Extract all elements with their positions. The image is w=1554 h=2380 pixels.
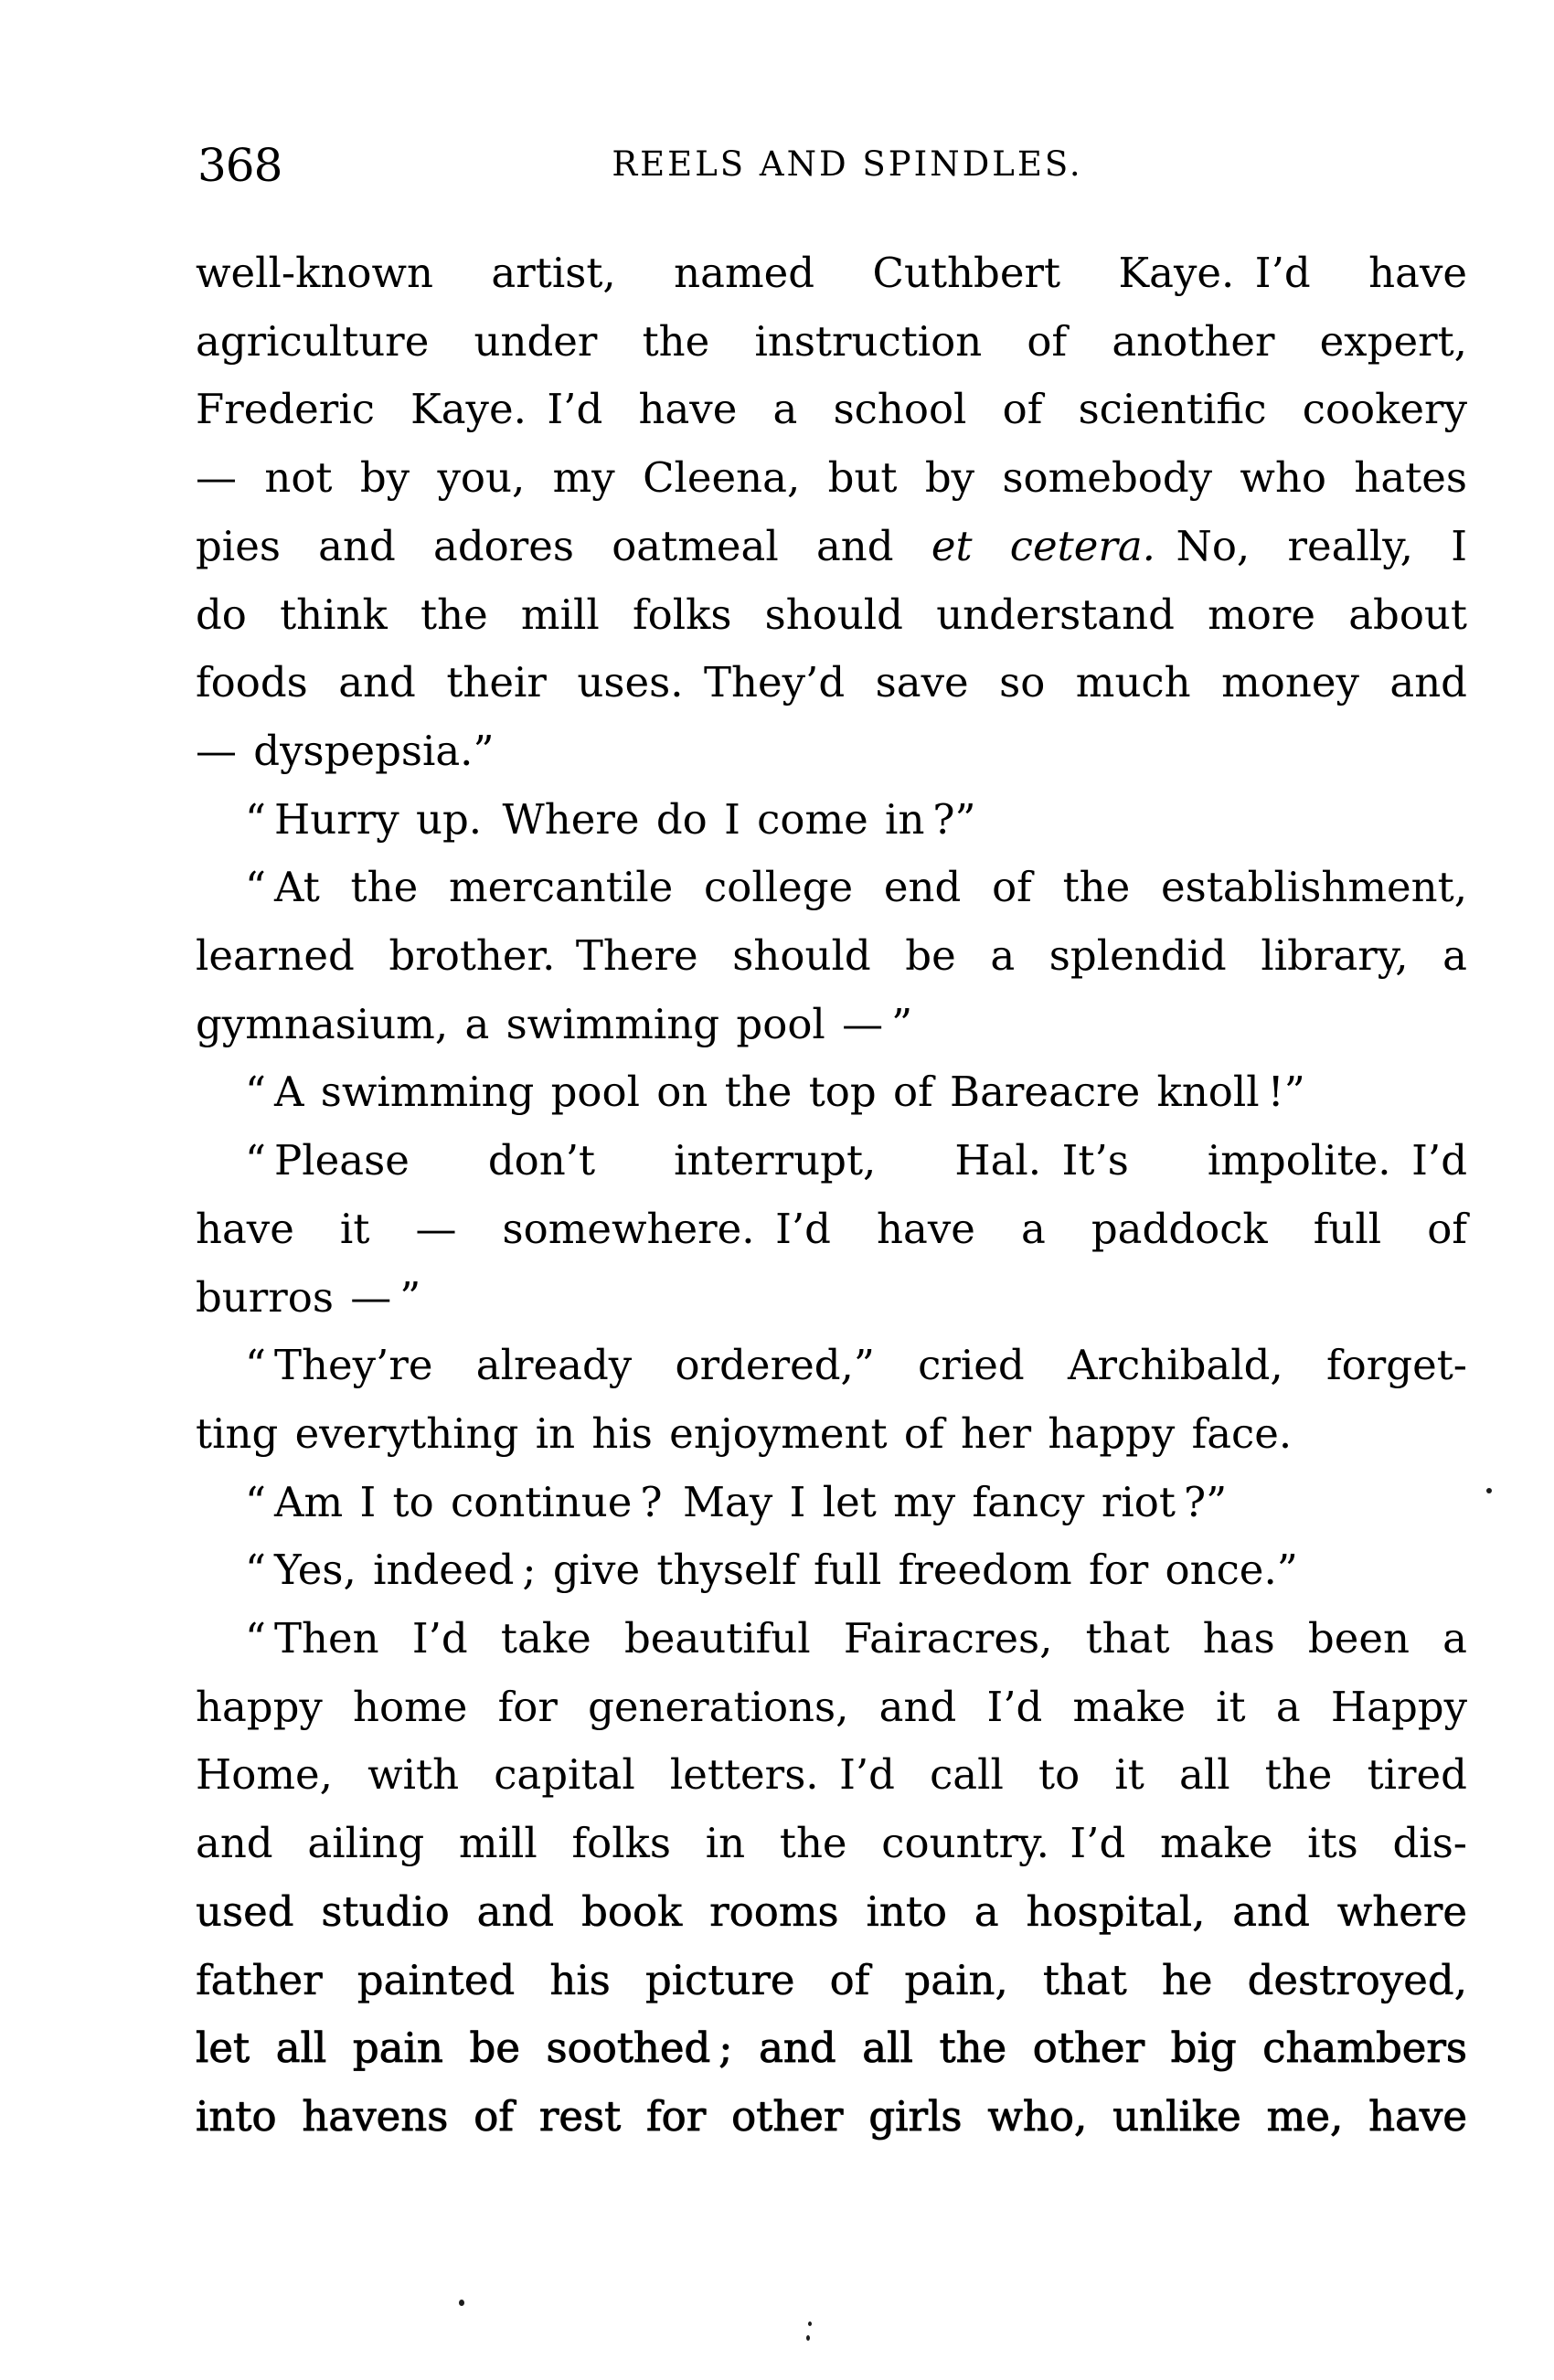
- text-line-19: [196, 1469, 1467, 1537]
- text-line-18: [196, 1400, 1467, 1469]
- text-line-26: [196, 1947, 1467, 2015]
- text-line-17: [196, 1332, 1467, 1400]
- text-line-15: [196, 1195, 1467, 1264]
- text-run: let all pain be soothed ; and all the other big chambers: [196, 2024, 1467, 2073]
- running-header-title: REELS AND SPINDLES.: [612, 144, 1083, 184]
- text-line-16: [196, 1264, 1467, 1333]
- page-number: 368: [197, 139, 282, 192]
- text-line-28: [196, 2083, 1467, 2152]
- text-run: “ A swimming pool on the top of Bareacre knoll !”: [245, 1068, 1305, 1117]
- text-run: have it — somewhere. I’d have a paddock full of: [196, 1204, 1467, 1253]
- text-run: ting everything in his enjoyment of her happy face.: [196, 1408, 1293, 1458]
- scan-speck: [806, 2335, 810, 2341]
- text-line-25: [196, 1878, 1467, 1947]
- scan-speck: [459, 2300, 464, 2306]
- italic-phrase: et cetera.: [931, 521, 1155, 570]
- text-run: gymnasium, a swimming pool — ”: [196, 999, 913, 1048]
- text-run: do think the mill folks should understand more about: [196, 590, 1467, 639]
- text-line-3: [196, 376, 1467, 444]
- text-run: father painted his picture of pain, that he destroyed,: [196, 1955, 1467, 2004]
- text-run: No, really, I: [1155, 521, 1467, 570]
- text-run: “ Then I’d take beautiful Fairacres, that has been a: [245, 1614, 1467, 1663]
- text-run: used studio and book rooms into a hospital, and where: [196, 1886, 1467, 1936]
- text-run: Frederic Kaye. I’d have a school of scientific cookery: [196, 385, 1467, 434]
- text-line-20: [196, 1536, 1467, 1605]
- text-run: agriculture under the instruction of another expert,: [196, 316, 1467, 366]
- text-line-5: [196, 513, 1467, 581]
- text-line-11: [196, 922, 1467, 991]
- text-line-13: [196, 1058, 1467, 1127]
- text-run: learned brother. There should be a splendid library, a: [196, 931, 1467, 981]
- text-run: burros — ”: [196, 1272, 421, 1322]
- text-run: and ailing mill folks in the country. I’d make its dis-: [196, 1819, 1467, 1868]
- text-run: into havens of rest for other girls who, unlike me, have: [196, 2091, 1467, 2141]
- text-run: “ They’re already ordered,” cried Archibald, forget-: [245, 1341, 1467, 1390]
- text-line-1: [196, 239, 1467, 308]
- text-run: Home, with capital letters. I’d call to it all the tired: [196, 1750, 1467, 1800]
- text-line-23: [196, 1741, 1467, 1810]
- text-line-9: [196, 786, 1467, 855]
- text-run: “ Hurry up. Where do I come in ?”: [245, 794, 976, 844]
- text-run: well-known artist, named Cuthbert Kaye. I’d have: [196, 249, 1467, 297]
- text-line-27: [196, 2014, 1467, 2083]
- text-line-2: [196, 308, 1467, 377]
- text-run: — not by you, my Cleena, but by somebody who hates: [196, 453, 1467, 503]
- text-line-6: [196, 581, 1467, 650]
- text-run: happy home for generations, and I’d make it a Happy: [196, 1682, 1467, 1731]
- text-run: foods and their uses. They’d save so much money and: [196, 658, 1467, 707]
- text-run: — dyspepsia.”: [196, 726, 495, 775]
- text-line-7: [196, 649, 1467, 717]
- text-run: “ At the mercantile college end of the establishment,: [245, 863, 1467, 912]
- text-line-14: [196, 1127, 1467, 1195]
- body-text: [196, 239, 1467, 2152]
- text-run: pies and adores oatmeal and: [196, 521, 931, 570]
- text-run: “ Please don’t interrupt, Hal. It’s impolite. I’d: [245, 1136, 1467, 1185]
- scan-speck: [1486, 1488, 1492, 1493]
- text-line-8: [196, 717, 1467, 786]
- text-run: “ Am I to continue ? May I let my fancy riot ?”: [245, 1477, 1228, 1526]
- scan-speck: [808, 2322, 812, 2326]
- text-line-22: [196, 1673, 1467, 1742]
- text-line-4: [196, 444, 1467, 513]
- text-line-24: [196, 1810, 1467, 1878]
- text-run: “ Yes, indeed ; give thyself full freedom for once.”: [245, 1546, 1298, 1595]
- text-line-21: [196, 1605, 1467, 1673]
- text-line-12: [196, 991, 1467, 1059]
- text-line-10: [196, 854, 1467, 922]
